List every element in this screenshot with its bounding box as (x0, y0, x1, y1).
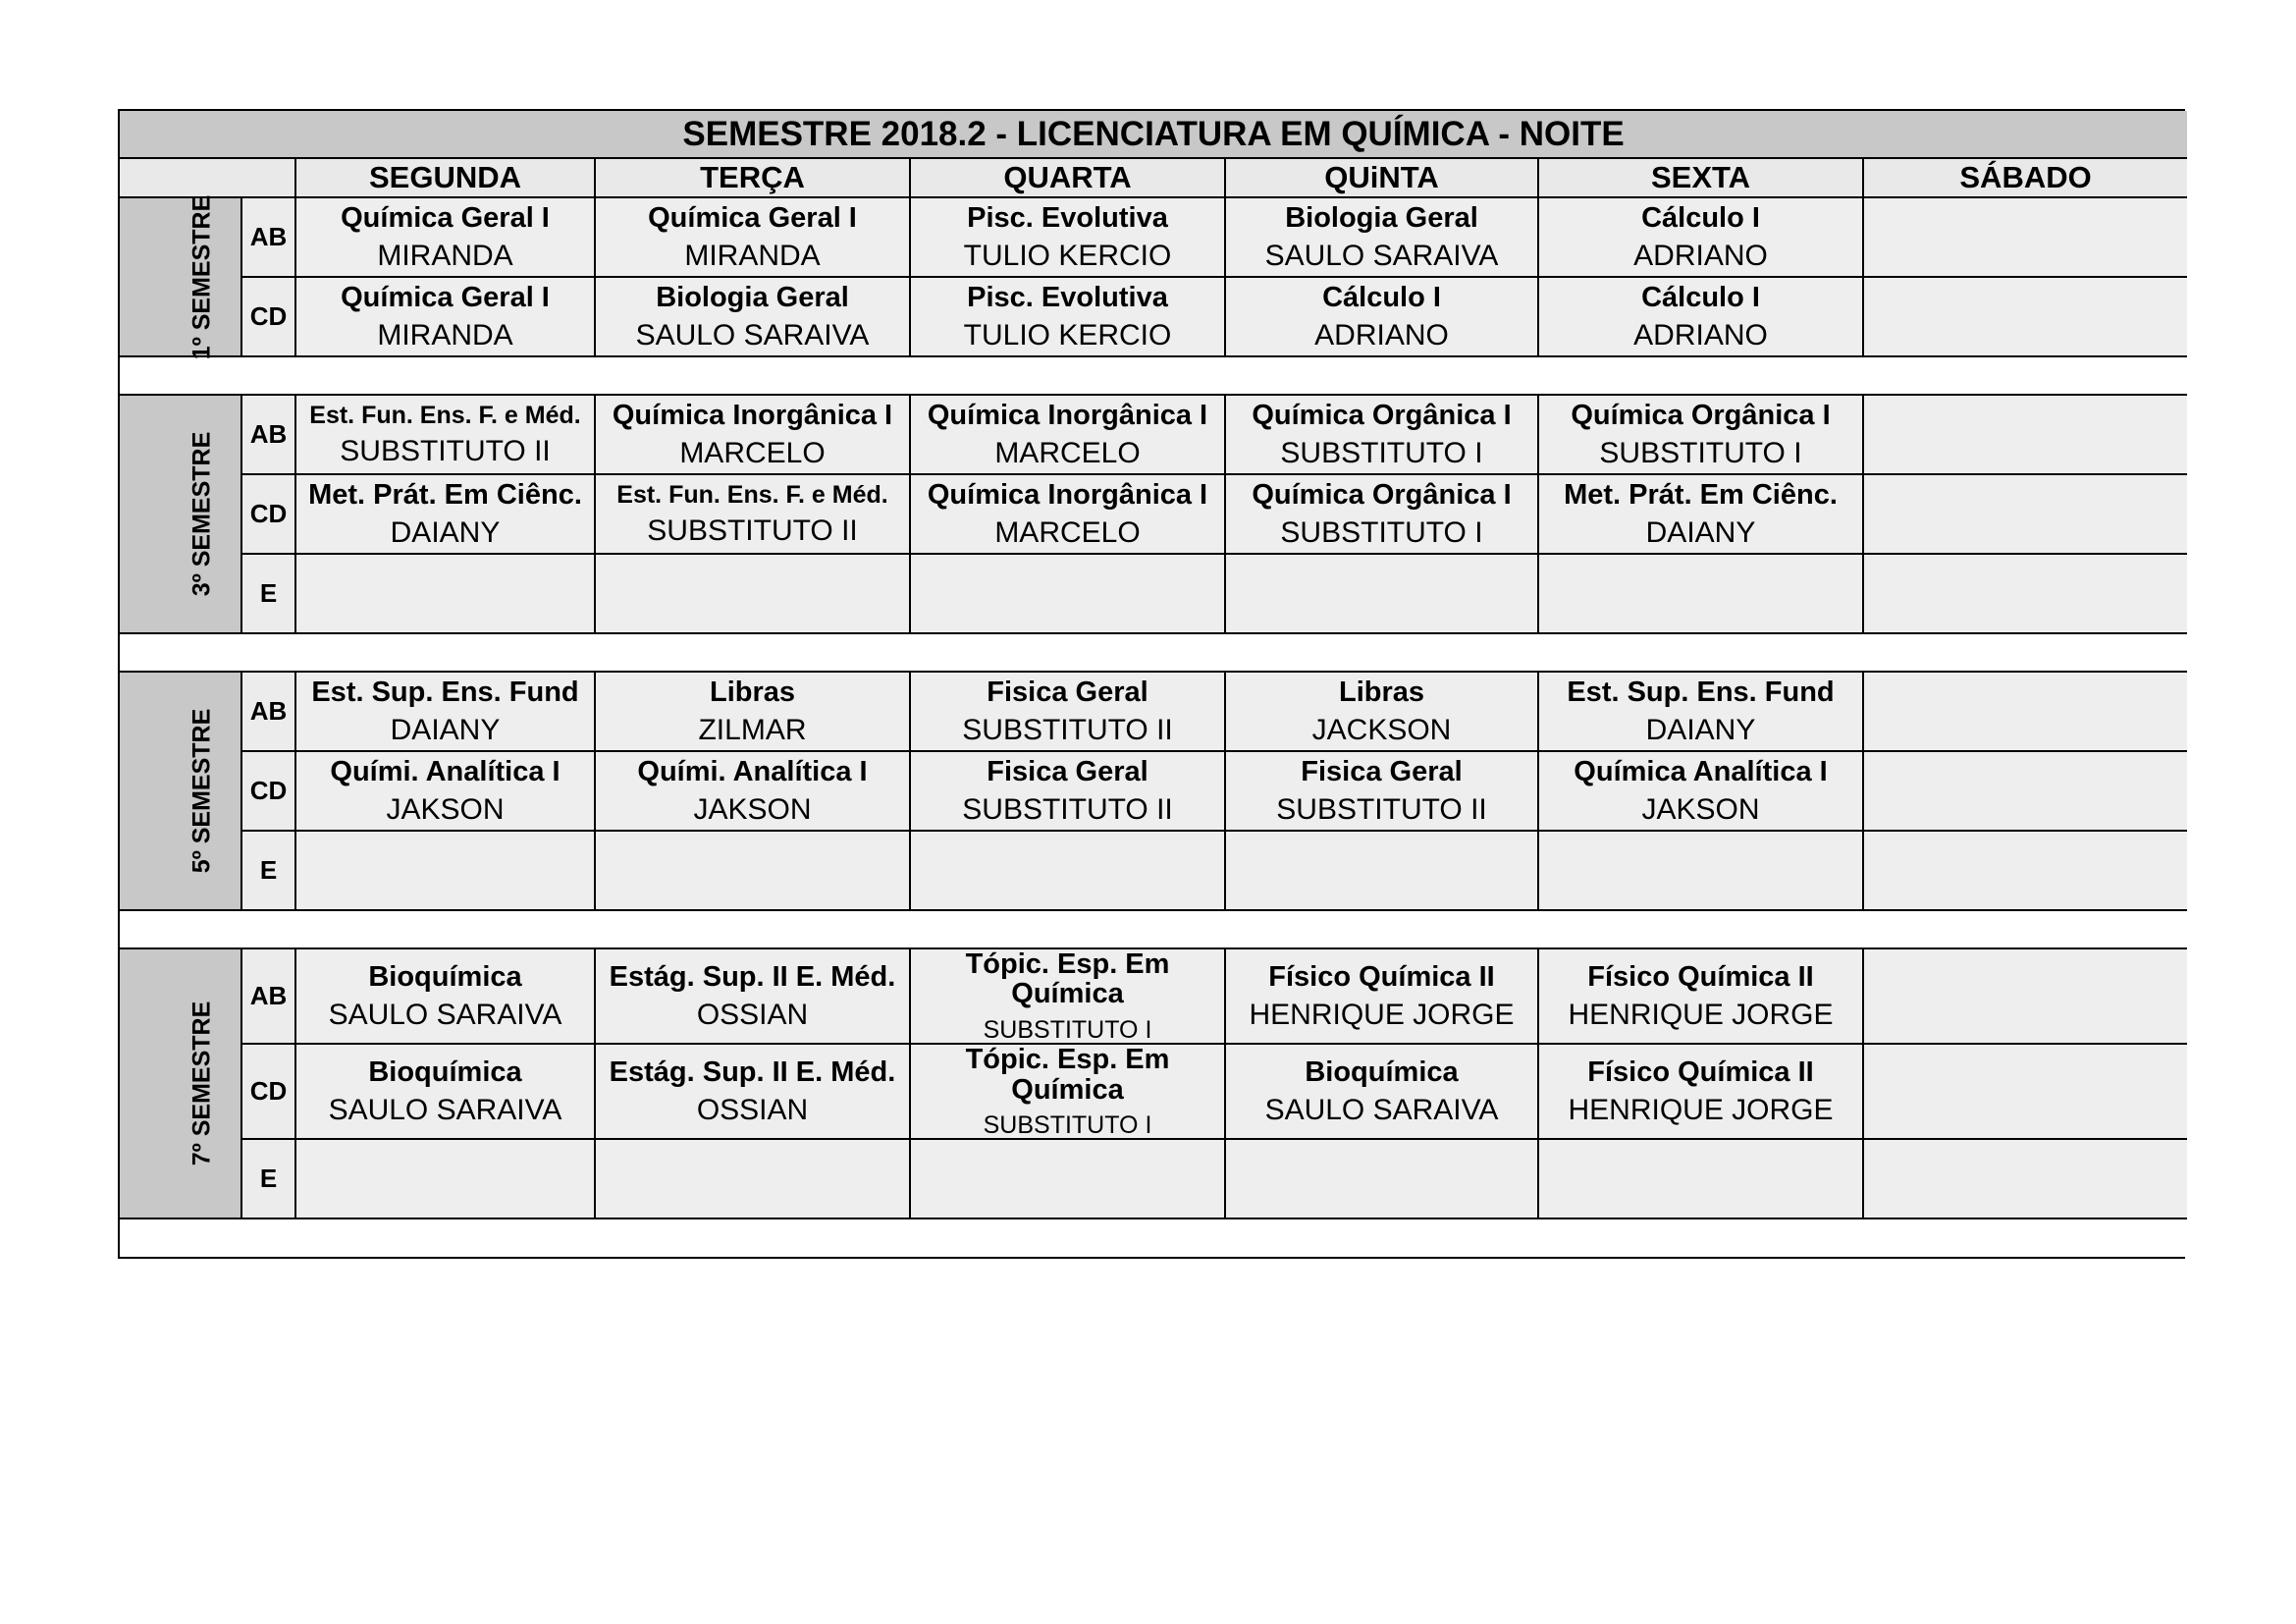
schedule-cell (295, 554, 595, 633)
schedule-cell (1225, 554, 1538, 633)
course-name: Cálculo I (1322, 281, 1441, 313)
schedule-cell (595, 474, 910, 554)
teacher-name: SUBSTITUTO II (340, 434, 551, 467)
time-slot-label: CD (241, 277, 295, 356)
teacher-name: MARCELO (679, 436, 826, 469)
course-name: Tópic. Esp. Em Química (965, 1044, 1170, 1106)
schedule-row (120, 277, 2187, 356)
schedule-cell (1863, 277, 2187, 356)
course-name: Química Orgânica I (1252, 399, 1512, 431)
semester-label-cell (120, 194, 241, 359)
teacher-name: JACKSON (1311, 713, 1452, 746)
course-name: Pisc. Evolutiva (967, 281, 1168, 313)
schedule-cell (595, 197, 910, 277)
course-name: Libras (709, 676, 796, 708)
teacher-name: SUBSTITUTO I (983, 1111, 1152, 1139)
course-name: Química Inorgânica I (927, 399, 1208, 431)
course-name: Química Geral I (648, 201, 857, 234)
schedule-cell (910, 948, 1225, 1044)
course-name: Libras (1338, 676, 1425, 708)
teacher-name: SAULO SARAIVA (1264, 239, 1499, 272)
schedule-cell (295, 1139, 595, 1218)
course-name: Est. Fun. Ens. F. e Méd. (616, 480, 888, 509)
schedule-cell (295, 751, 595, 831)
schedule-cell (595, 1139, 910, 1218)
schedule-cell (1538, 554, 1863, 633)
course-name: Cálculo I (1641, 281, 1760, 313)
teacher-name: HENRIQUE JORGE (1249, 999, 1515, 1032)
course-name: Fisica Geral (987, 755, 1148, 787)
time-slot-label: AB (241, 948, 295, 1044)
schedule-cell (595, 751, 910, 831)
course-name: Físico Química II (1587, 1056, 1814, 1088)
teacher-name: ZILMAR (698, 713, 807, 746)
semester-label-cell (120, 948, 241, 1218)
teacher-name: MARCELO (994, 436, 1141, 469)
course-name: Química Inorgânica I (612, 399, 893, 431)
page-title: SEMESTRE 2018.2 - LICENCIATURA EM QUÍMICA - NOITE (120, 111, 2187, 158)
semester-label: 5º SEMESTRE (187, 708, 216, 874)
day-header-sabado: SÁBADO (1863, 158, 2187, 197)
teacher-name: MARCELO (994, 515, 1141, 549)
teacher-name: HENRIQUE JORGE (1568, 999, 1834, 1032)
course-name: Biologia Geral (656, 281, 849, 313)
teacher-name: DAIANY (390, 515, 501, 549)
teacher-name: SUBSTITUTO I (1280, 436, 1483, 469)
teacher-name: SUBSTITUTO II (962, 713, 1173, 746)
course-name: Química Orgânica I (1571, 399, 1831, 431)
teacher-name: SAULO SARAIVA (328, 999, 562, 1032)
schedule-cell (1863, 1139, 2187, 1218)
schedule-cell (1863, 948, 2187, 1044)
schedule-cell (1225, 197, 1538, 277)
schedule-cell (1538, 277, 1863, 356)
schedule-cell (1225, 672, 1538, 751)
schedule-cell (1863, 197, 2187, 277)
teacher-name: TULIO KERCIO (963, 239, 1172, 272)
semester-label-cell (120, 395, 241, 633)
day-header-terca: TERÇA (595, 158, 910, 197)
course-name: Est. Fun. Ens. F. e Méd. (309, 401, 581, 429)
semester-label: 1º SEMESTRE (187, 194, 216, 359)
schedule-cell (1863, 1044, 2187, 1139)
course-name: Físico Química II (1268, 960, 1495, 993)
day-header-quinta: QUiNTA (1225, 158, 1538, 197)
course-name: Estág. Sup. II E. Méd. (609, 960, 896, 993)
teacher-name: ADRIANO (1633, 239, 1768, 272)
spacer-cell (120, 356, 2187, 395)
schedule-cell (295, 672, 595, 751)
schedule-cell (1538, 1044, 1863, 1139)
schedule-cell (1538, 751, 1863, 831)
time-slot-label: CD (241, 751, 295, 831)
schedule-cell (595, 1044, 910, 1139)
schedule-sheet (118, 109, 2185, 1259)
spacer-cell (120, 633, 2187, 672)
semester-spacer (120, 356, 2187, 395)
course-name: Met. Prát. Em Ciênc. (308, 478, 582, 511)
teacher-name: JAKSON (386, 792, 505, 826)
teacher-name: SUBSTITUTO II (647, 514, 858, 547)
schedule-row (120, 395, 2187, 474)
schedule-cell (295, 277, 595, 356)
day-header-quarta: QUARTA (910, 158, 1225, 197)
spacer-cell (120, 1218, 2187, 1257)
time-slot-label: CD (241, 1044, 295, 1139)
semester-spacer (120, 910, 2187, 948)
schedule-row (120, 672, 2187, 751)
schedule-cell (910, 474, 1225, 554)
semester-spacer (120, 633, 2187, 672)
semester-label: 7º SEMESTRE (187, 1001, 216, 1166)
course-name: Biologia Geral (1285, 201, 1478, 234)
day-header-sexta: SEXTA (1538, 158, 1863, 197)
teacher-name: ADRIANO (1633, 318, 1768, 352)
schedule-cell (295, 1044, 595, 1139)
day-header-segunda: SEGUNDA (295, 158, 595, 197)
schedule-cell (595, 948, 910, 1044)
schedule-cell (1863, 474, 2187, 554)
schedule-cell (1863, 831, 2187, 910)
schedule-cell (910, 277, 1225, 356)
schedule-cell (595, 554, 910, 633)
teacher-name: JAKSON (693, 792, 812, 826)
schedule-row (120, 474, 2187, 554)
teacher-name: SUBSTITUTO II (1276, 792, 1487, 826)
schedule-row (120, 1044, 2187, 1139)
schedule-cell (910, 672, 1225, 751)
schedule-cell (910, 1044, 1225, 1139)
schedule-cell (295, 831, 595, 910)
course-name: Est. Sup. Ens. Fund (311, 676, 579, 708)
schedule-row (120, 751, 2187, 831)
spacer-cell (120, 910, 2187, 948)
schedule-cell (1863, 554, 2187, 633)
schedule-row (120, 1139, 2187, 1218)
teacher-name: HENRIQUE JORGE (1568, 1094, 1834, 1127)
schedule-cell (595, 672, 910, 751)
time-slot-label: E (241, 1139, 295, 1218)
schedule-cell (910, 831, 1225, 910)
time-slot-label: AB (241, 672, 295, 751)
teacher-name: SAULO SARAIVA (1264, 1094, 1499, 1127)
semester-label-cell (120, 672, 241, 910)
teacher-name: MIRANDA (377, 239, 513, 272)
course-name: Química Inorgânica I (927, 478, 1208, 511)
schedule-row (120, 554, 2187, 633)
schedule-cell (910, 1139, 1225, 1218)
course-name: Fisica Geral (987, 676, 1148, 708)
schedule-cell (595, 277, 910, 356)
course-name: Química Orgânica I (1252, 478, 1512, 511)
schedule-cell (1538, 474, 1863, 554)
teacher-name: DAIANY (1645, 515, 1756, 549)
course-name: Cálculo I (1641, 201, 1760, 234)
schedule-row (120, 197, 2187, 277)
schedule-cell (1225, 1044, 1538, 1139)
schedule-cell (910, 554, 1225, 633)
teacher-name: JAKSON (1641, 792, 1760, 826)
semester-label: 3º SEMESTRE (187, 431, 216, 597)
course-name: Quími. Analítica I (637, 755, 868, 787)
schedule-cell (910, 751, 1225, 831)
course-name: Estág. Sup. II E. Méd. (609, 1056, 896, 1088)
course-name: Met. Prát. Em Ciênc. (1564, 478, 1838, 511)
schedule-cell (595, 831, 910, 910)
schedule-cell (295, 948, 595, 1044)
course-name: Bioquímica (1305, 1056, 1459, 1088)
semester-spacer (120, 1218, 2187, 1257)
course-name: Tópic. Esp. Em Química (965, 948, 1170, 1010)
teacher-name: SUBSTITUTO II (962, 792, 1173, 826)
course-name: Química Geral I (341, 281, 550, 313)
course-name: Físico Química II (1587, 960, 1814, 993)
course-name: Química Geral I (341, 201, 550, 234)
course-name: Bioquímica (368, 960, 522, 993)
course-name: Est. Sup. Ens. Fund (1567, 676, 1835, 708)
course-name: Fisica Geral (1301, 755, 1463, 787)
schedule-cell (1863, 751, 2187, 831)
teacher-name: SAULO SARAIVA (635, 318, 870, 352)
teacher-name: MIRANDA (377, 318, 513, 352)
time-slot-label: CD (241, 474, 295, 554)
course-name: Bioquímica (368, 1056, 522, 1088)
time-slot-label: AB (241, 197, 295, 277)
schedule-cell (295, 197, 595, 277)
teacher-name: TULIO KERCIO (963, 318, 1172, 352)
schedule-cell (1225, 751, 1538, 831)
schedule-cell (1863, 672, 2187, 751)
teacher-name: ADRIANO (1314, 318, 1449, 352)
teacher-name: SUBSTITUTO I (1280, 515, 1483, 549)
teacher-name: SUBSTITUTO I (983, 1015, 1152, 1044)
course-name: Química Analítica I (1574, 755, 1828, 787)
schedule-row (120, 831, 2187, 910)
schedule-cell (1225, 948, 1538, 1044)
header-corner (120, 158, 295, 197)
time-slot-label: AB (241, 395, 295, 474)
schedule-row (120, 948, 2187, 1044)
teacher-name: OSSIAN (696, 999, 809, 1032)
schedule-cell (1538, 831, 1863, 910)
day-header-row (120, 158, 2187, 197)
teacher-name: SAULO SARAIVA (328, 1094, 562, 1127)
schedule-cell (295, 395, 595, 474)
teacher-name: DAIANY (1645, 713, 1756, 746)
teacher-name: DAIANY (390, 713, 501, 746)
schedule-cell (1225, 277, 1538, 356)
schedule-cell (1538, 948, 1863, 1044)
schedule-cell (910, 197, 1225, 277)
schedule-cell (1225, 831, 1538, 910)
schedule-cell (295, 474, 595, 554)
schedule-cell (1538, 1139, 1863, 1218)
time-slot-label: E (241, 554, 295, 633)
teacher-name: OSSIAN (696, 1094, 809, 1127)
schedule-cell (1225, 1139, 1538, 1218)
course-name: Pisc. Evolutiva (967, 201, 1168, 234)
schedule-cell (1538, 395, 1863, 474)
schedule-cell (595, 395, 910, 474)
course-name: Quími. Analítica I (330, 755, 561, 787)
teacher-name: SUBSTITUTO I (1599, 436, 1802, 469)
schedule-cell (1225, 395, 1538, 474)
schedule-cell (1538, 197, 1863, 277)
schedule-table (120, 111, 2187, 1257)
teacher-name: MIRANDA (684, 239, 821, 272)
schedule-cell (1538, 672, 1863, 751)
time-slot-label: E (241, 831, 295, 910)
schedule-cell (1225, 474, 1538, 554)
schedule-cell (1863, 395, 2187, 474)
schedule-cell (910, 395, 1225, 474)
